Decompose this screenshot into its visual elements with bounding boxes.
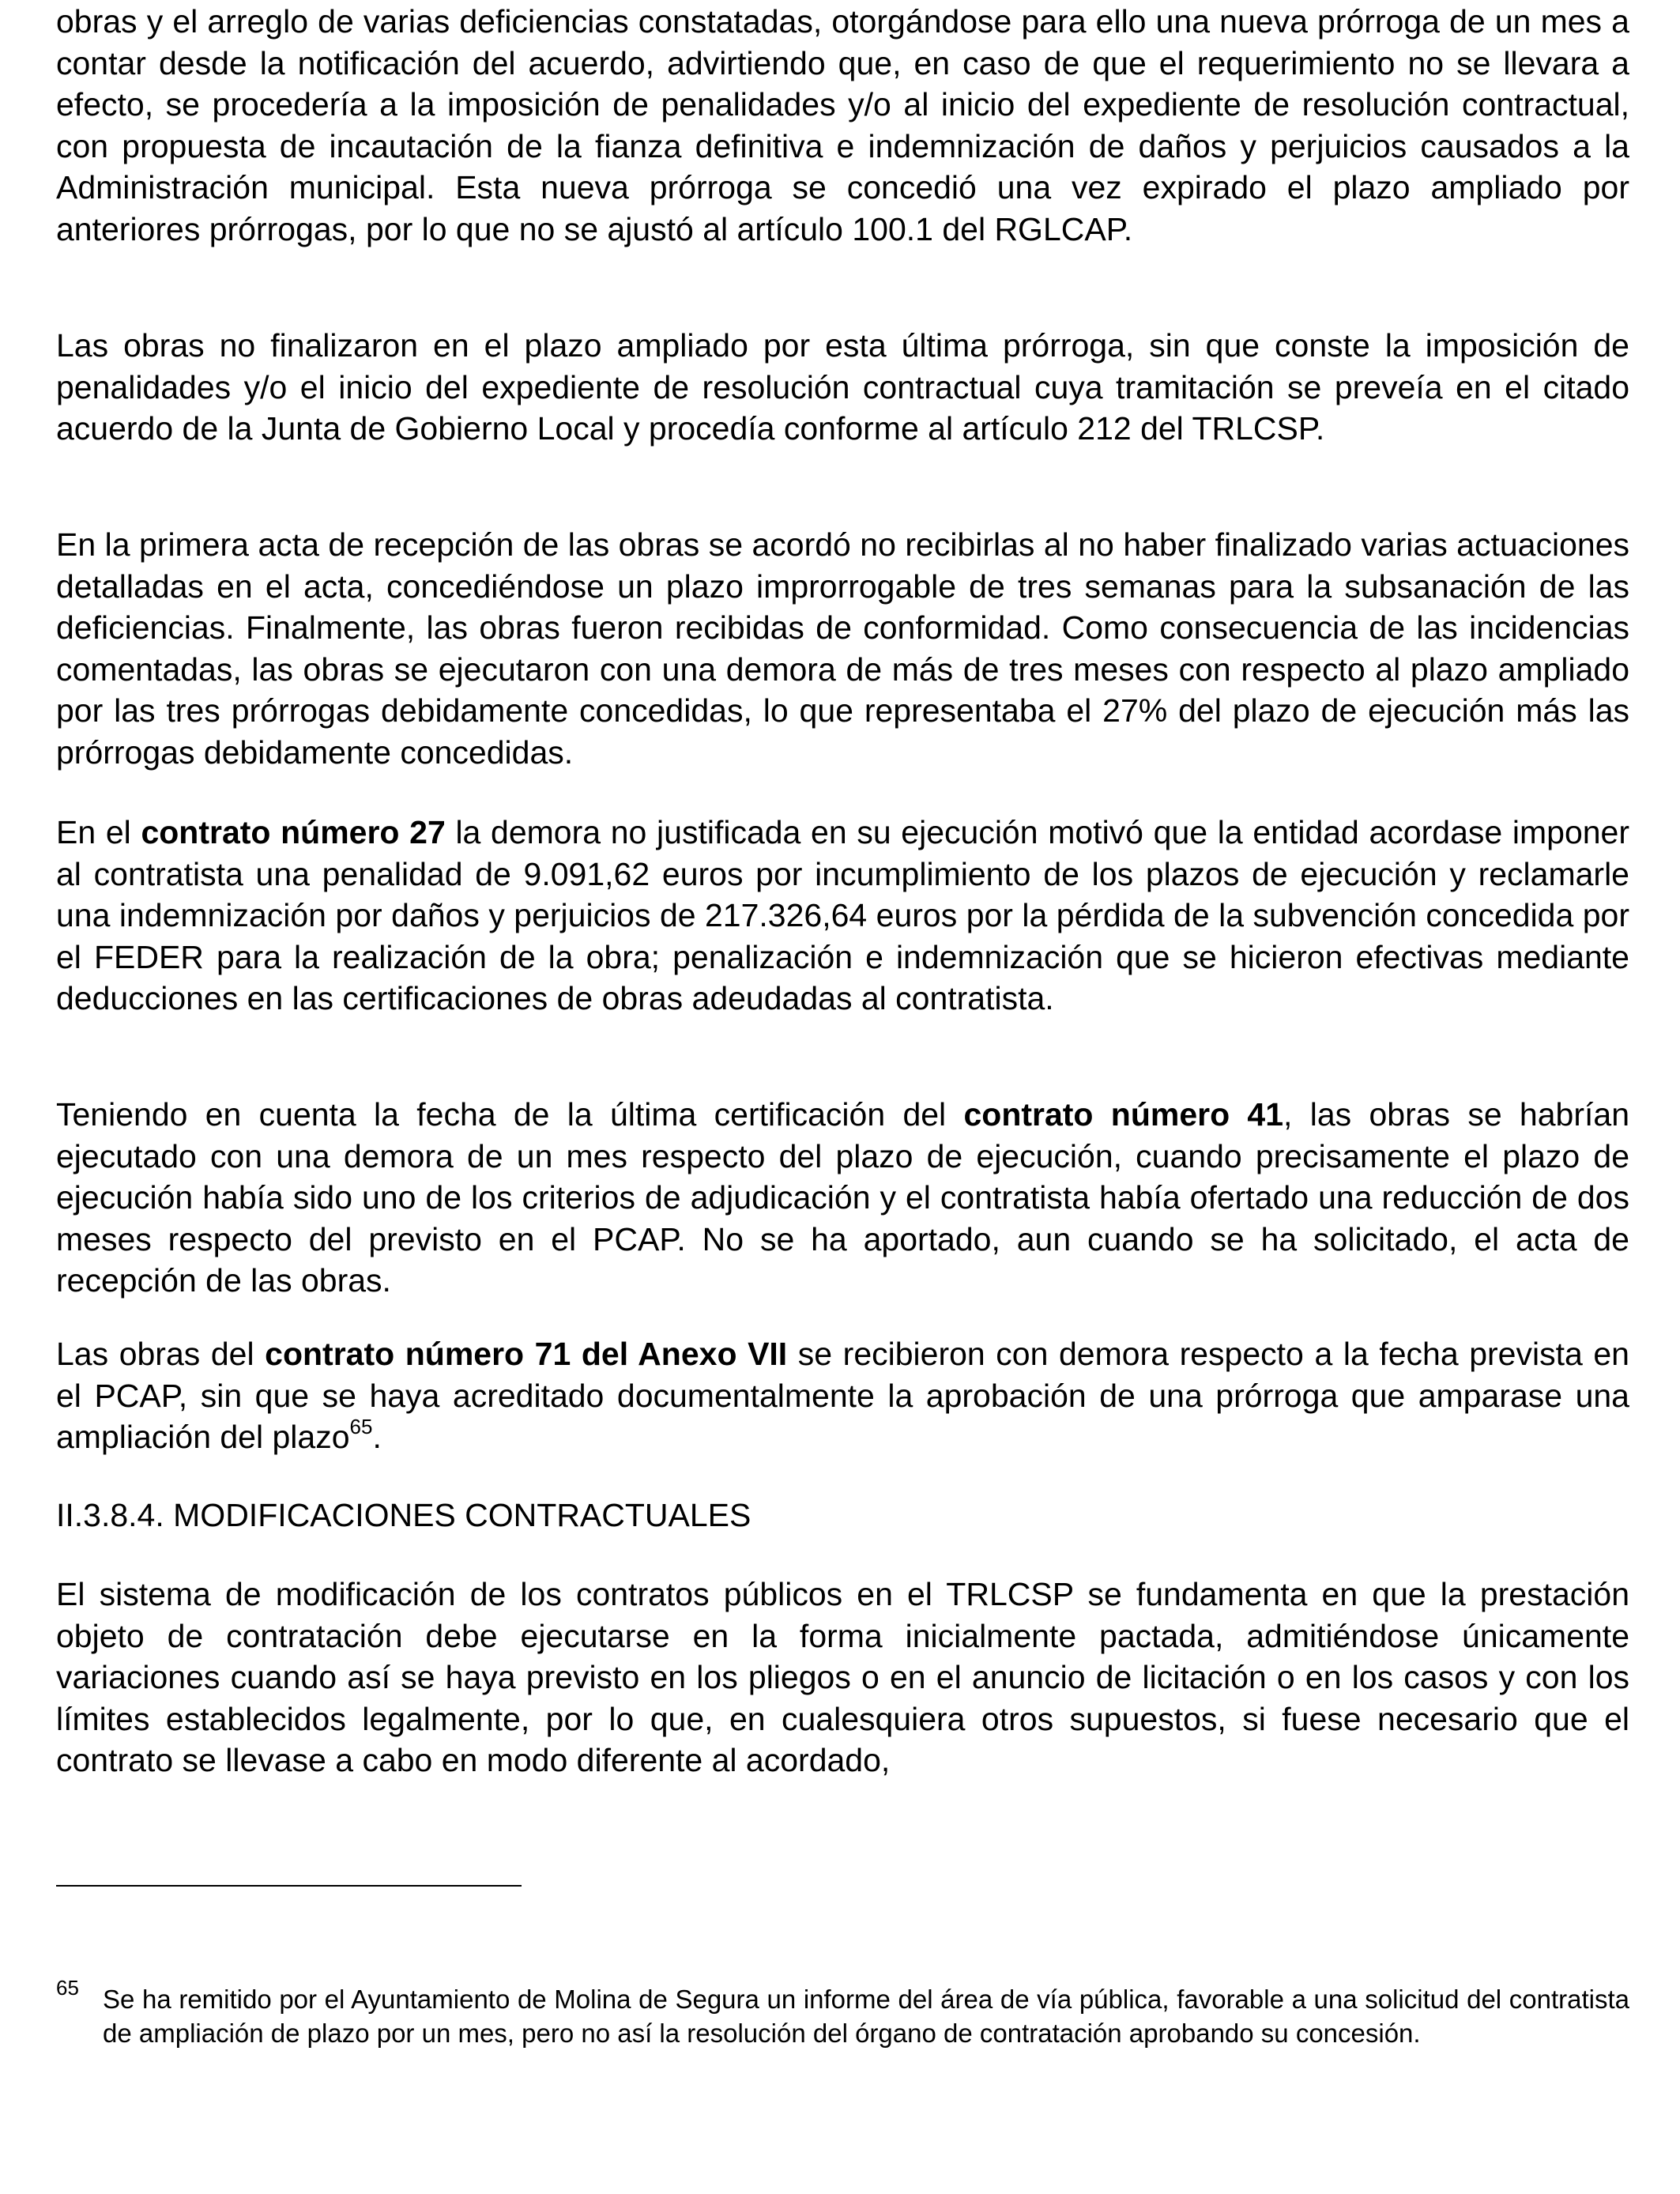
paragraph-prorroga-continuation: obras y el arreglo de varias deficiencias constatadas, otorgándose para ello una nueva prórroga de un mes a contar desde la notificación del acuerdo, advirtiendo que, en caso de que el requerimiento no se llevara a efecto, se procedería a la imposición de penalidades y/o al inicio del expediente de resolución contractual, con propuesta de incautación de la fianza definitiva e indemnización de daños y perjuicios causados a la Administración municipal. Esta nueva prórroga se concedió una vez expirado el plazo ampliado por anteriores prórrogas, por lo que no se ajustó al artículo 100.1 del RGLCAP. <box>56 3 1629 247</box>
footnote-number: 65 <box>56 1976 79 2000</box>
section-heading: II.3.8.4. MODIFICACIONES CONTRACTUALES <box>56 1497 751 1533</box>
footnote-separator <box>56 1885 522 1887</box>
paragraph-primera-acta-recepcion: En la primera acta de recepción de las obras se acordó no recibirlas al no haber finalizado varias actuaciones detalladas en el acta, concediéndose un plazo improrrogable de tres semanas para la subsanación de las deficiencias. Finalmente, las obras fueron recibidas de conformidad. Como consecuencia de las incidencias comentadas, las obras se ejecutaron con una demora de más de tres meses con respecto al plazo ampliado por las tres prórrogas debidamente concedidas, lo que representaba el 27% del plazo de ejecución más las prórrogas debidamente concedidas. <box>56 526 1629 771</box>
paragraph-contrato-71-bold: contrato número 71 del Anexo VII <box>265 1336 788 1372</box>
paragraph-contrato-27-before: En el <box>56 814 141 850</box>
paragraph-contrato-27-after: la demora no justificada en su ejecución motivó que la entidad acordase imponer al contratista una penalidad de 9.091,62 euros por incumplimiento de los plazos de ejecución y reclamarle una indemnización por daños y perjuicios de 217.326,64 euros por la pérdida de la subvención concedida por el FEDER para la realización de la obra; penalización e indemnización que se hicieron efectivas mediante deducciones en las certificaciones de obras adeudadas al contratista. <box>56 814 1630 1017</box>
footnote-text: Se ha remitido por el Ayuntamiento de Molina de Segura un informe del área de vía pública, favorable a una solicitud del contratista de ampliación de plazo por un mes, pero no así la resolución del órgano de contratación aprobando su concesión. <box>103 1985 1629 2048</box>
paragraph-contrato-27 <box>56 812 1629 1020</box>
paragraph-contrato-41-before: Teniendo en cuenta la fecha de la última certificación del <box>56 1096 964 1133</box>
paragraph-contrato-71-end: . <box>372 1419 382 1456</box>
paragraph-contrato-27-bold: contrato número 27 <box>141 814 446 850</box>
paragraph-contrato-41-bold: contrato número 41 <box>963 1096 1284 1133</box>
paragraph-contrato-41 <box>56 1094 1629 1302</box>
paragraph-modificacion-contratos: El sistema de modificación de los contratos públicos en el TRLCSP se fundamenta en que la prestación objeto de contratación debe ejecutarse en la forma inicialmente pactada, admitiéndose únicamente variaciones cuando así se haya previsto en los pliegos o en el anuncio de licitación o en los casos y con los límites establecidos legalmente, por lo que, en cualesquiera otros supuestos, si fuese necesario que el contrato se llevase a cabo en modo diferente al acordado, <box>56 1576 1629 1779</box>
paragraph-obras-no-finalizaron: Las obras no finalizaron en el plazo ampliado por esta última prórroga, sin que conste la imposición de penalidades y/o el inicio del expediente de resolución contractual cuya tramitación se preveía en el citado acuerdo de la Junta de Gobierno Local y procedía conforme al artículo 212 del TRLCSP. <box>56 327 1629 447</box>
footnote-65 <box>56 1976 1629 2050</box>
paragraph-contrato-71-after: se recibieron con demora respecto a la fecha prevista en el PCAP, sin que se haya acreditado documentalmente la aprobación de una prórroga que amparase una ampliación del plazo <box>56 1336 1629 1456</box>
footnote-reference-65[interactable]: 65 <box>349 1414 373 1438</box>
paragraph-contrato-71-before: Las obras del <box>56 1336 266 1372</box>
paragraph-contrato-41-after: , las obras se habrían ejecutado con una demora de un mes respecto del plazo de ejecución, cuando precisamente el plazo de ejecución había sido uno de los criterios de adjudicación y el contratista había ofertado una reducción de dos meses respecto del previsto en el PCAP. No se ha aportado, aun cuando se ha solicitado, el acta de recepción de las obras. <box>56 1096 1629 1299</box>
paragraph-contrato-71 <box>56 1333 1629 1458</box>
